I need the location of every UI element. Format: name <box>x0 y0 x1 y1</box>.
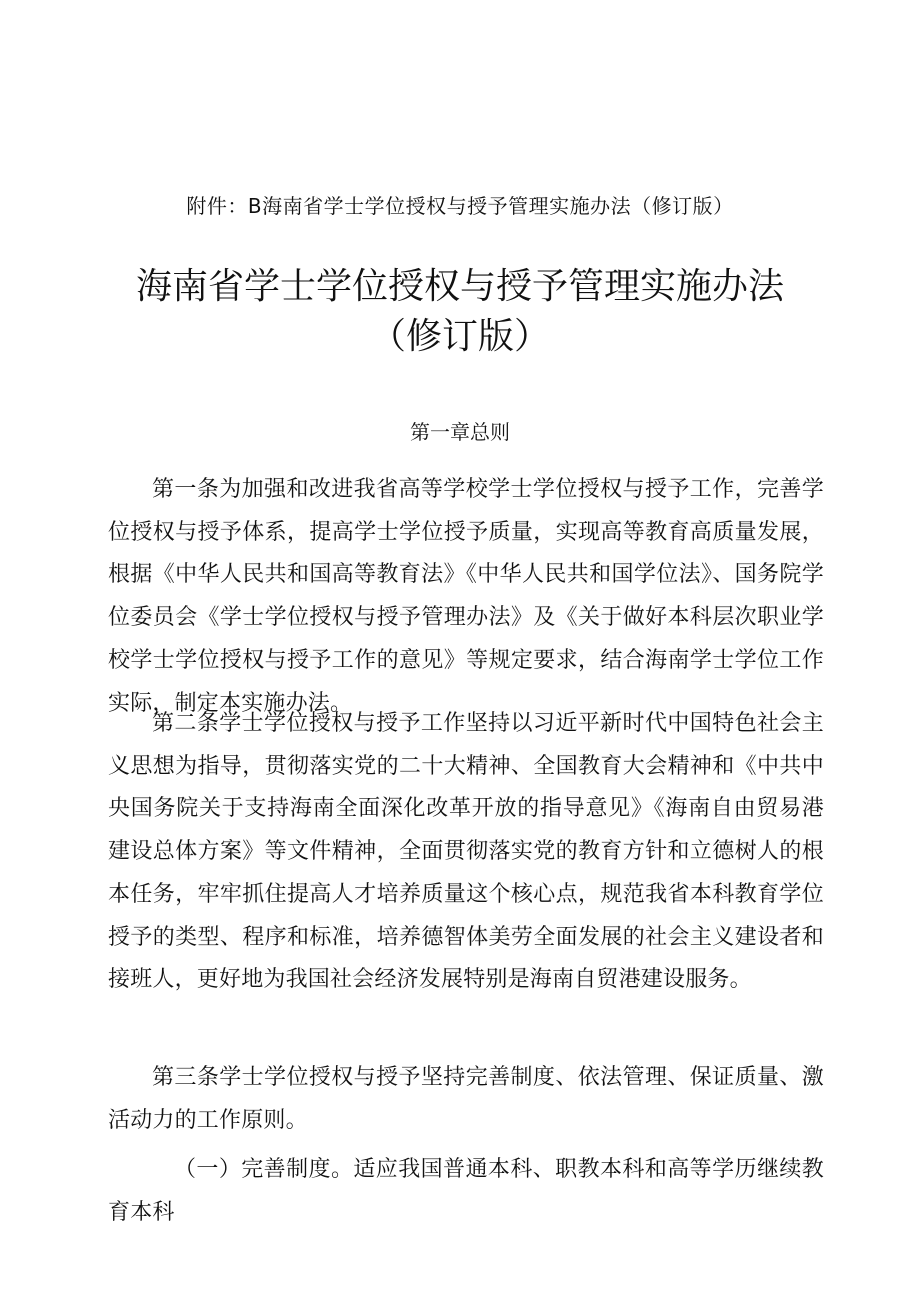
clause-1-paragraph: （一）完善制度。适应我国普通本科、职教本科和高等学历继续教育本科 <box>108 1157 824 1225</box>
title-line-2: （修订版） <box>369 316 550 357</box>
chapter-heading: 第一章总则 <box>410 420 510 444</box>
article-1-paragraph: 第一条为加强和改进我省高等学校学士学位授权与授予工作，完善学位授权与授予体系，提高学士学位授予质量，实现高等教育高质量发展，根据《中华人民共和国高等教育法》《中华人民共和国学位法》、国务院学位委员会《学士学位授权与授予管理办法》及《关于做好本科层次职业学校学士学位授权与授予工作的意见》等规定要求，结合海南学士学位工作实际，制定本实施办法。 <box>108 477 824 716</box>
document-title <box>0 262 920 362</box>
article-3-paragraph: 第三条学士学位授权与授予坚持完善制度、依法管理、保证质量、激活动力的工作原则。 <box>108 1065 824 1133</box>
title-line-1: 海南省学士学位授权与授予管理实施办法 <box>135 266 784 307</box>
attachment-line: 附件：B海南省学士学位授权与授予管理实施办法（修订版） <box>186 194 734 218</box>
article-2-paragraph: 第二条学士学位授权与授予工作坚持以习近平新时代中国特色社会主义思想为指导，贯彻落实党的二十大精神、全国教育大会精神和《中共中央国务院关于支持海南全面深化改革开放的指导意见》《海南自由贸易港建设总体方案》等文件精神，全面贯彻落实党的教育方针和立德树人的根本任务，牢牢抓住提高人才培养质量这个核心点，规范我省本科教育学位授予的类型、程序和标准，培养德智体美劳全面发展的社会主义建设者和接班人，更好地为我国社会经济发展特别是海南自贸港建设服务。 <box>108 711 824 993</box>
